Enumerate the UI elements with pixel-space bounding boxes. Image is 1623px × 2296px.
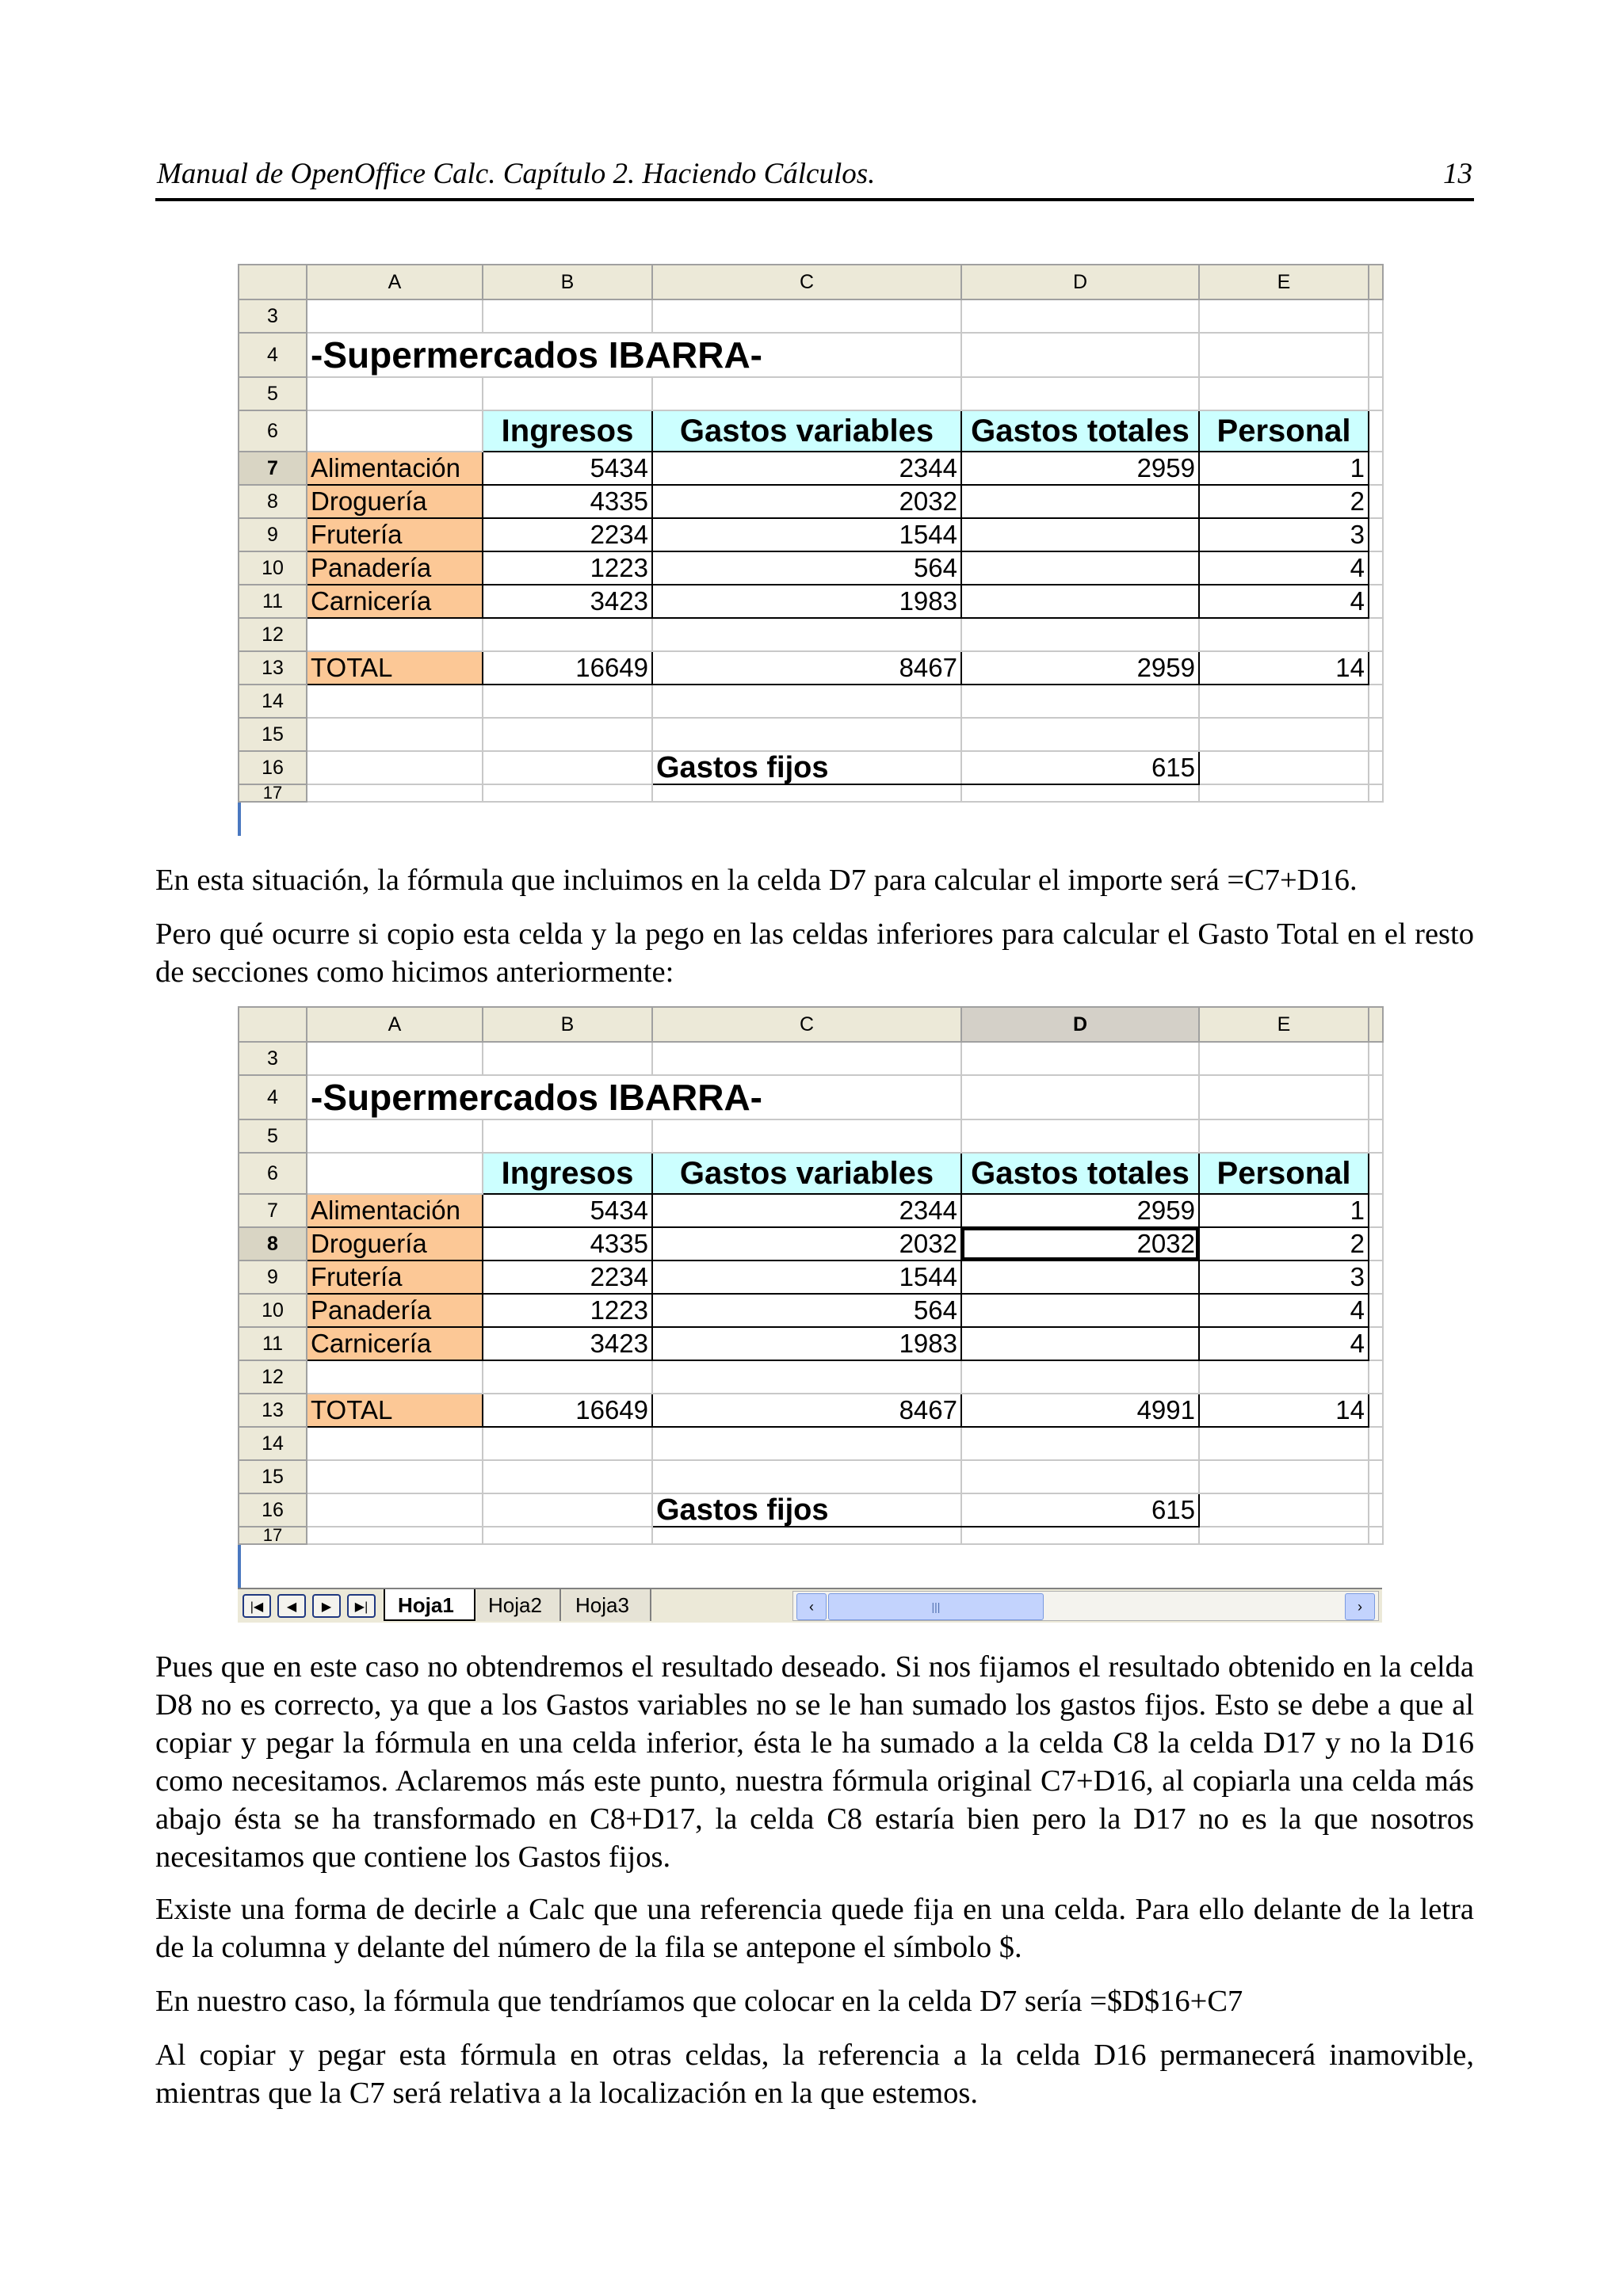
section-label[interactable]: Panadería [307,1294,483,1327]
gastos-variables-cell[interactable]: 2032 [652,485,961,518]
first-sheet-icon[interactable]: |◀ [242,1594,271,1618]
select-all-corner[interactable] [239,265,307,299]
cell-empty[interactable] [961,1075,1199,1119]
total-personal[interactable]: 14 [1199,1394,1369,1427]
personal-cell[interactable]: 2 [1199,485,1369,518]
gastos-variables-cell[interactable]: 1544 [652,1261,961,1294]
gastos-fijos-label[interactable]: Gastos fijos [652,751,961,784]
ingresos-cell[interactable]: 1223 [483,551,652,585]
cell-empty[interactable] [961,1042,1199,1075]
cell-empty[interactable] [1369,1394,1383,1427]
row-header-7[interactable]: 7 [239,1194,307,1227]
cell-empty[interactable] [483,1042,652,1075]
sheet-tab-hoja2[interactable]: Hoja2 [475,1589,561,1621]
spreadsheet-screenshot-2 [238,1006,1382,1623]
gastos-totales-cell[interactable]: 2959 [961,452,1199,485]
cell-empty[interactable] [961,299,1199,333]
ingresos-cell[interactable]: 5434 [483,1194,652,1227]
row-header-6[interactable]: 6 [239,410,307,452]
row-header-5[interactable]: 5 [239,1119,307,1153]
scroll-thumb[interactable]: ||| [828,1593,1044,1620]
cell-empty[interactable] [1369,1042,1383,1075]
paragraph-2: Pero qué ocurre si copio esta celda y la pego en las celdas inferiores para calcular el Gasto Total en el resto de secciones como hicimos anteriormente: [155,917,1474,989]
cell-empty[interactable] [483,1360,652,1394]
personal-cell[interactable]: 1 [1199,1194,1369,1227]
section-label[interactable]: Frutería [307,1261,483,1294]
cell-empty[interactable] [652,299,961,333]
cell-empty[interactable] [961,1360,1199,1394]
sheet-tab-bar [238,1588,1382,1623]
running-title: Manual de OpenOffice Calc. Capítulo 2. Haciendo Cálculos. [157,158,876,190]
cell-empty[interactable] [1369,551,1383,585]
row-header-15[interactable]: 15 [239,718,307,751]
gastos-variables-cell[interactable]: 1983 [652,1327,961,1360]
cell-empty[interactable] [1369,585,1383,618]
cell-empty[interactable] [652,718,961,751]
header-gastos-variables[interactable]: Gastos variables [652,1153,961,1194]
cell-empty[interactable] [652,1460,961,1493]
gastos-fijos-label[interactable]: Gastos fijos [652,1493,961,1527]
row-header-8[interactable]: 8 [239,1227,307,1261]
gastos-variables-cell[interactable]: 2344 [652,452,961,485]
horizontal-scrollbar[interactable] [792,1591,1379,1621]
cell-grid[interactable] [238,1006,1384,1545]
section-label[interactable]: Droguería [307,485,483,518]
row-header-8[interactable]: 8 [239,485,307,518]
column-header-c[interactable]: C [652,1007,961,1042]
scroll-left-icon[interactable]: ‹ [796,1593,827,1620]
column-header-c[interactable]: C [652,265,961,299]
page-number: 13 [1443,158,1472,190]
ingresos-cell[interactable]: 5434 [483,452,652,485]
cell-empty[interactable] [483,1460,652,1493]
total-label[interactable]: TOTAL [307,1394,483,1427]
gastos-totales-cell[interactable]: 2032 [961,1227,1199,1261]
row-header-14[interactable]: 14 [239,685,307,718]
cell-empty[interactable] [652,1427,961,1460]
row-header-6[interactable]: 6 [239,1153,307,1194]
personal-cell[interactable]: 4 [1199,551,1369,585]
cell-empty[interactable] [307,1427,483,1460]
cell-empty[interactable] [1199,685,1369,718]
cell-empty[interactable] [1199,333,1369,377]
section-label[interactable]: Droguería [307,1227,483,1261]
cell-empty[interactable] [1369,1261,1383,1294]
ingresos-cell[interactable]: 4335 [483,485,652,518]
column-header-f-partial[interactable] [1369,265,1383,299]
cell-empty[interactable] [1199,1075,1369,1119]
cell-empty[interactable] [1199,1527,1369,1544]
ingresos-cell[interactable]: 4335 [483,1227,652,1261]
header-ingresos[interactable]: Ingresos [483,1153,652,1194]
row-header-11[interactable]: 11 [239,1327,307,1360]
cell-empty[interactable] [961,1427,1199,1460]
column-header-a[interactable]: A [307,265,483,299]
cell-empty[interactable] [483,299,652,333]
personal-cell[interactable]: 3 [1199,518,1369,551]
cell-empty[interactable] [1369,1227,1383,1261]
cell-empty[interactable] [307,1042,483,1075]
cell-empty[interactable] [1199,377,1369,410]
cell-empty[interactable] [1199,618,1369,651]
section-label[interactable]: Frutería [307,518,483,551]
paragraph-5: En nuestro caso, la fórmula que tendríamos que colocar en la celda D7 sería =$D$16+C7 [155,1985,1243,2018]
ingresos-cell[interactable]: 3423 [483,1327,652,1360]
row-header-9[interactable]: 9 [239,518,307,551]
gastos-totales-cell[interactable] [961,1327,1199,1360]
header-ingresos[interactable]: Ingresos [483,410,652,452]
sheet-title-cell[interactable]: -Supermercados IBARRA- [307,333,961,377]
cell-empty[interactable] [1199,751,1369,784]
cell-empty[interactable] [307,299,483,333]
column-header-b[interactable]: B [483,1007,652,1042]
total-gastos-totales[interactable]: 4991 [961,1394,1199,1427]
row-header-13[interactable]: 13 [239,1394,307,1427]
gastos-variables-cell[interactable]: 1983 [652,585,961,618]
header-personal[interactable]: Personal [1199,1153,1369,1194]
column-header-e[interactable]: E [1199,265,1369,299]
row-header-12[interactable]: 12 [239,618,307,651]
cell-empty[interactable] [1369,618,1383,651]
column-header-d[interactable]: D [961,265,1199,299]
cell-empty[interactable] [1199,1042,1369,1075]
cell-empty[interactable] [1369,1194,1383,1227]
cell-empty[interactable] [1369,1460,1383,1493]
cell-empty[interactable] [1369,518,1383,551]
header-gastos-totales[interactable]: Gastos totales [961,410,1199,452]
sheet-tab-hoja1[interactable]: Hoja1 [384,1589,475,1621]
cell-empty[interactable] [961,1119,1199,1153]
cell-empty[interactable] [961,718,1199,751]
row-header-10[interactable]: 10 [239,1294,307,1327]
personal-cell[interactable]: 4 [1199,1327,1369,1360]
personal-cell[interactable]: 3 [1199,1261,1369,1294]
cell-a6[interactable] [307,410,483,452]
gastos-totales-cell[interactable] [961,1294,1199,1327]
gastos-fijos-value[interactable]: 615 [961,751,1199,784]
gastos-totales-cell[interactable] [961,585,1199,618]
cell-empty[interactable] [1369,1153,1383,1194]
cell-empty[interactable] [1369,1294,1383,1327]
total-ingresos[interactable]: 16649 [483,651,652,685]
gastos-totales-cell[interactable] [961,485,1199,518]
cell-empty[interactable] [652,377,961,410]
gastos-variables-cell[interactable]: 2032 [652,1227,961,1261]
gastos-totales-cell[interactable] [961,551,1199,585]
cell-empty[interactable] [1369,685,1383,718]
cell-a16[interactable] [307,1493,483,1527]
cell-empty[interactable] [1369,651,1383,685]
cell-empty[interactable] [1369,1075,1383,1119]
gastos-variables-cell[interactable]: 2344 [652,1194,961,1227]
total-personal[interactable]: 14 [1199,651,1369,685]
cell-empty[interactable] [1369,299,1383,333]
cell-empty[interactable] [1369,377,1383,410]
gastos-variables-cell[interactable]: 564 [652,551,961,585]
cell-empty[interactable] [1199,299,1369,333]
row-header-4[interactable]: 4 [239,1075,307,1119]
select-all-corner[interactable] [239,1007,307,1042]
cell-empty[interactable] [483,618,652,651]
cell-empty[interactable] [307,1119,483,1153]
personal-cell[interactable]: 1 [1199,452,1369,485]
cell-empty[interactable] [483,377,652,410]
cell-empty[interactable] [307,1360,483,1394]
column-header-e[interactable]: E [1199,1007,1369,1042]
cell-empty[interactable] [1369,751,1383,784]
ingresos-cell[interactable]: 1223 [483,1294,652,1327]
row-header-5[interactable]: 5 [239,377,307,410]
cell-a16[interactable] [307,751,483,784]
cell-empty[interactable] [1369,333,1383,377]
row-header-17[interactable]: 17 [239,784,307,802]
page-header [155,155,1474,201]
cell-empty[interactable] [483,685,652,718]
section-label[interactable]: Alimentación [307,452,483,485]
header-gastos-variables[interactable]: Gastos variables [652,410,961,452]
cell-empty[interactable] [1369,1527,1383,1544]
cell-empty[interactable] [307,377,483,410]
cell-empty[interactable] [652,685,961,718]
ingresos-cell[interactable]: 3423 [483,585,652,618]
cell-empty[interactable] [1199,1360,1369,1394]
header-personal[interactable]: Personal [1199,410,1369,452]
prev-sheet-icon[interactable]: ◀ [277,1594,306,1618]
row-header-17[interactable]: 17 [239,1527,307,1544]
row-header-11[interactable]: 11 [239,585,307,618]
paragraph-1: En esta situación, la fórmula que incluimos en la celda D7 para calcular el importe será =C7+D16. [155,864,1358,897]
cell-empty[interactable] [961,1460,1199,1493]
paragraph-4: Existe una forma de decirle a Calc que una referencia quede fija en una celda. Para ello delante de la letra de la columna y delante del número de la fila se antepone el símbolo $. [155,1893,1474,1964]
cell-empty[interactable] [307,718,483,751]
section-label[interactable]: Carnicería [307,585,483,618]
cell-empty[interactable] [1369,784,1383,802]
cell-empty[interactable] [961,377,1199,410]
cell-empty[interactable] [652,1360,961,1394]
cell-empty[interactable] [483,1427,652,1460]
cell-empty[interactable] [961,784,1199,802]
sheet-tab-hoja3[interactable]: Hoja3 [563,1589,651,1621]
cell-empty[interactable] [483,1527,652,1544]
cell-empty[interactable] [652,1119,961,1153]
personal-cell[interactable]: 2 [1199,1227,1369,1261]
last-sheet-icon[interactable]: ▶| [347,1594,376,1618]
row-header-4[interactable]: 4 [239,333,307,377]
cell-empty[interactable] [1369,452,1383,485]
total-gastos-variables[interactable]: 8467 [652,1394,961,1427]
ingresos-cell[interactable]: 2234 [483,518,652,551]
gastos-variables-cell[interactable]: 564 [652,1294,961,1327]
cell-grid[interactable] [238,264,1384,803]
cell-b16[interactable] [483,751,652,784]
cell-empty[interactable] [1369,1119,1383,1153]
cell-empty[interactable] [1199,1119,1369,1153]
sheet-title-cell[interactable]: -Supermercados IBARRA- [307,1075,961,1119]
gastos-fijos-value[interactable]: 615 [961,1493,1199,1527]
cell-empty[interactable] [307,685,483,718]
cell-empty[interactable] [961,618,1199,651]
personal-cell[interactable]: 4 [1199,585,1369,618]
cell-empty[interactable] [483,784,652,802]
cell-empty[interactable] [1369,485,1383,518]
cell-empty[interactable] [1199,784,1369,802]
cell-a6[interactable] [307,1153,483,1194]
row-header-3[interactable]: 3 [239,299,307,333]
gastos-totales-cell[interactable] [961,1261,1199,1294]
row-header-9[interactable]: 9 [239,1261,307,1294]
cell-empty[interactable] [1369,1493,1383,1527]
cell-empty[interactable] [1199,718,1369,751]
cell-b16[interactable] [483,1493,652,1527]
cell-empty[interactable] [1199,1427,1369,1460]
column-header-f-partial[interactable] [1369,1007,1383,1042]
cell-empty[interactable] [1369,1427,1383,1460]
cell-empty[interactable] [1199,1493,1369,1527]
spreadsheet-screenshot-1 [238,264,1382,836]
cell-empty[interactable] [1369,718,1383,751]
section-label[interactable]: Panadería [307,551,483,585]
personal-cell[interactable]: 4 [1199,1294,1369,1327]
total-label[interactable]: TOTAL [307,651,483,685]
cell-empty[interactable] [1369,1360,1383,1394]
gastos-totales-cell[interactable]: 2959 [961,1194,1199,1227]
cell-empty[interactable] [483,718,652,751]
cell-empty[interactable] [307,1460,483,1493]
row-header-3[interactable]: 3 [239,1042,307,1075]
row-header-15[interactable]: 15 [239,1460,307,1493]
cell-empty[interactable] [483,1119,652,1153]
ingresos-cell[interactable]: 2234 [483,1261,652,1294]
paragraph-6: Al copiar y pegar esta fórmula en otras celdas, la referencia a la celda D16 permanecerá inamovible, mientras que la C7 será relativa a la localización en la que estemos. [155,2039,1474,2110]
section-label[interactable]: Alimentación [307,1194,483,1227]
cell-empty[interactable] [652,1527,961,1544]
cell-empty[interactable] [1199,1460,1369,1493]
section-label[interactable]: Carnicería [307,1327,483,1360]
scroll-right-icon[interactable]: › [1345,1593,1375,1620]
next-sheet-icon[interactable]: ▶ [312,1594,341,1618]
cell-empty[interactable] [1369,410,1383,452]
column-header-a[interactable]: A [307,1007,483,1042]
total-gastos-variables[interactable]: 8467 [652,651,961,685]
row-header-16[interactable]: 16 [239,1493,307,1527]
gastos-totales-cell[interactable] [961,518,1199,551]
cell-empty[interactable] [1369,1327,1383,1360]
row-header-14[interactable]: 14 [239,1427,307,1460]
row-header-10[interactable]: 10 [239,551,307,585]
row-header-12[interactable]: 12 [239,1360,307,1394]
total-gastos-totales[interactable]: 2959 [961,651,1199,685]
cell-empty[interactable] [307,618,483,651]
cell-empty[interactable] [961,333,1199,377]
cell-empty[interactable] [961,685,1199,718]
column-header-d[interactable]: D [961,1007,1199,1042]
paragraph-3: Pues que en este caso no obtendremos el resultado deseado. Si nos fijamos el resultado obtenido en la celda D8 no es correcto, ya que a los Gastos variables no se le han sumado los gastos fijos. Esto se debe a que al copiar y pegar la fórmula en una celda inferior, ésta le ha sumado a la celda C8 la celda D17 y no la D16 como necesitamos. Aclaremos más este punto, nuestra fórmula original C7+D16, al copiarla una celda más abajo ésta se ha transformado en C8+D17, la celda C8 estaría bien pero la D17 no es la que nosotros necesitamos que contiene los Gastos fijos. [155,1650,1474,1874]
cell-empty[interactable] [307,784,483,802]
row-header-7[interactable]: 7 [239,452,307,485]
total-ingresos[interactable]: 16649 [483,1394,652,1427]
header-gastos-totales[interactable]: Gastos totales [961,1153,1199,1194]
cell-empty[interactable] [652,618,961,651]
cell-empty[interactable] [652,784,961,802]
gastos-variables-cell[interactable]: 1544 [652,518,961,551]
row-header-13[interactable]: 13 [239,651,307,685]
cell-empty[interactable] [652,1042,961,1075]
cell-empty[interactable] [961,1527,1199,1544]
row-header-16[interactable]: 16 [239,751,307,784]
column-header-b[interactable]: B [483,265,652,299]
cell-empty[interactable] [307,1527,483,1544]
